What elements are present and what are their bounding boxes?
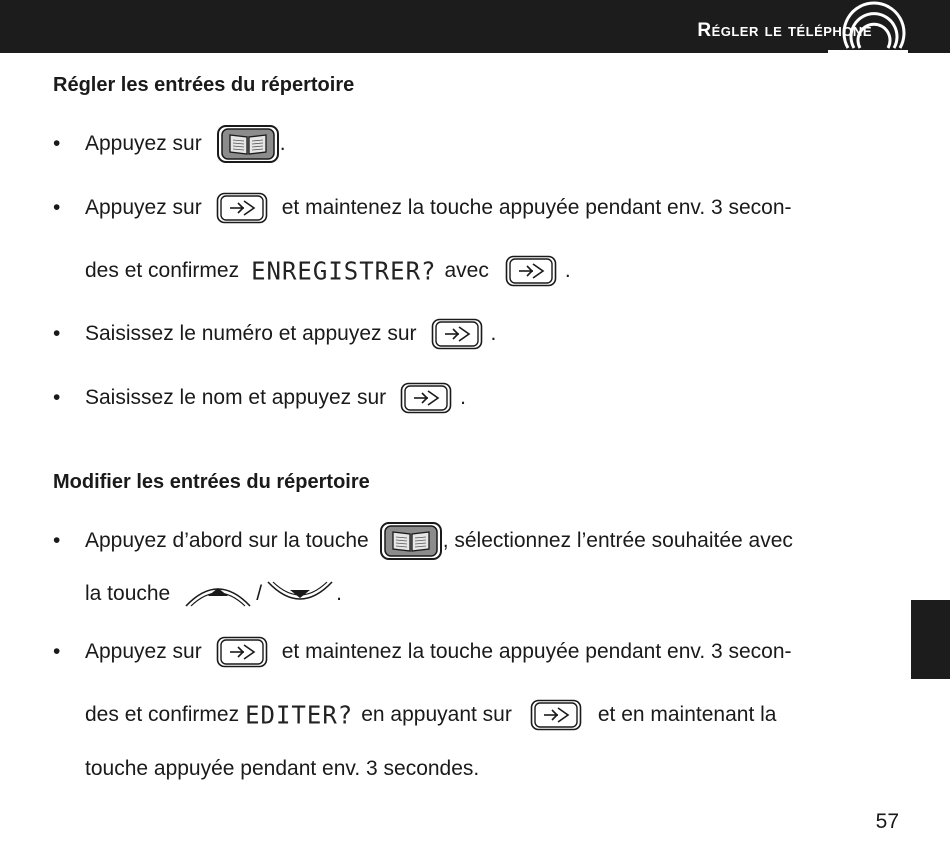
separator: / <box>256 582 263 605</box>
ok-key-icon <box>505 255 557 287</box>
instruction-line <box>85 521 793 561</box>
lcd-display-text: ENREGISTRER? <box>251 256 437 286</box>
section-title-modifier: Modifier les entrées du répertoire <box>53 471 370 493</box>
bullet: • <box>53 386 61 409</box>
instruction-text: Appuyez d’abord sur la touche <box>85 529 369 552</box>
lcd-display-text: EDITER? <box>245 700 354 730</box>
punctuation: . <box>460 386 466 409</box>
instruction-line <box>85 574 342 614</box>
instruction-text: , sélectionnez l’entrée souhaitée avec <box>442 529 793 552</box>
instruction-line <box>85 314 496 354</box>
bullet: • <box>53 196 61 219</box>
instruction-text: des et confirmez <box>85 259 240 282</box>
instruction-line <box>85 695 776 735</box>
punctuation: . <box>490 322 497 345</box>
instruction-text: la touche <box>85 582 171 605</box>
concentric-arc-logo <box>828 0 908 60</box>
punctuation: . <box>279 132 286 155</box>
instruction-text: touche appuyée pendant env. 3 secondes. <box>85 757 480 780</box>
instruction-text: Appuyez sur <box>85 196 202 219</box>
ok-key-icon <box>530 699 582 731</box>
instruction-line <box>85 632 792 672</box>
ok-key-icon <box>400 382 452 414</box>
instruction-text: avec <box>444 259 489 282</box>
bullet: • <box>53 529 61 552</box>
page-number: 57 <box>875 810 899 833</box>
chapter-tab <box>911 600 950 679</box>
section-title-regler: Régler les entrées du répertoire <box>53 74 355 96</box>
instruction-text: et maintenez la touche appuyée pendant env. 3 secon- <box>281 640 792 663</box>
phonebook-key-icon <box>379 521 443 561</box>
instruction-text: et en maintenant la <box>597 703 777 726</box>
header-title: Régler le téléphone <box>697 20 872 41</box>
bullet: • <box>53 322 61 345</box>
phonebook-key-icon <box>216 124 280 164</box>
up-arrow-key-icon <box>182 578 254 610</box>
instruction-text: en appuyant sur <box>361 703 512 726</box>
instruction-line <box>85 124 286 164</box>
instruction-text: Saisissez le numéro et appuyez sur <box>85 322 417 345</box>
instruction-text: des et confirmez <box>85 703 240 726</box>
instruction-line <box>85 188 792 228</box>
bullet: • <box>53 640 61 663</box>
instruction-text: et maintenez la touche appuyée pendant env. 3 secon- <box>281 196 792 219</box>
instruction-text: Appuyez sur <box>85 132 202 155</box>
punctuation: . <box>336 582 342 605</box>
ok-key-icon <box>431 318 483 350</box>
instruction-text: Saisissez le nom et appuyez sur <box>85 386 387 409</box>
instruction-text: Appuyez sur <box>85 640 202 663</box>
instruction-line <box>85 251 571 291</box>
instruction-line <box>85 749 479 789</box>
bullet: • <box>53 132 61 155</box>
instruction-line <box>85 378 466 418</box>
down-arrow-key-icon <box>264 578 336 610</box>
punctuation: . <box>564 259 571 282</box>
ok-key-icon <box>216 636 268 668</box>
ok-key-icon <box>216 192 268 224</box>
